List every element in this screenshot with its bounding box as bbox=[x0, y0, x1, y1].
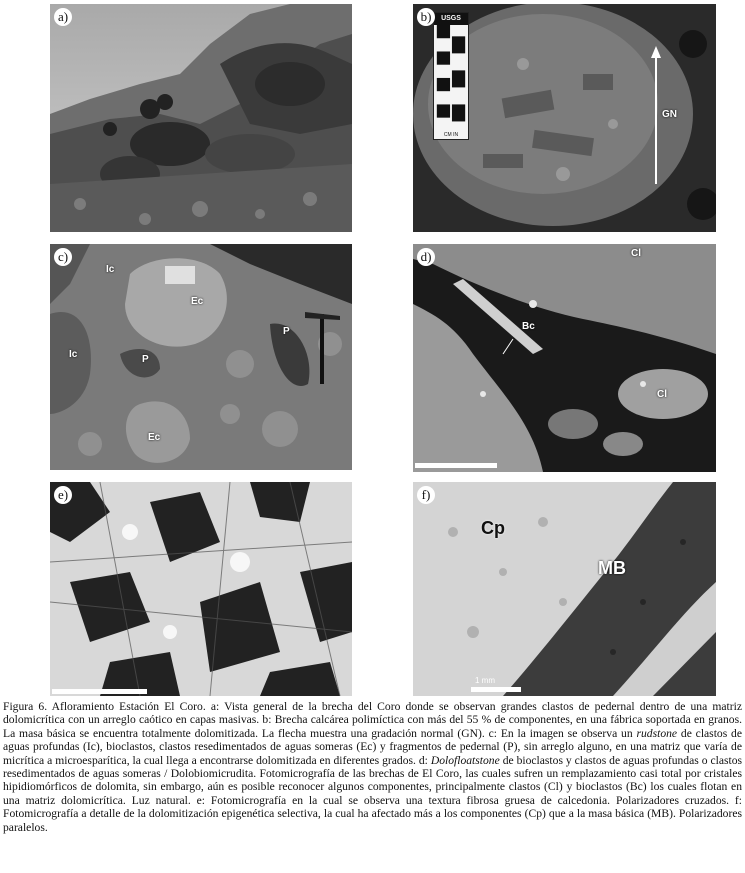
caption-term-rudstone: rudstone bbox=[636, 726, 678, 740]
panel-letter-c: c) bbox=[54, 248, 72, 266]
label-mb: MB bbox=[598, 558, 626, 578]
label-gn: GN bbox=[662, 109, 677, 120]
photo-a-outcrop bbox=[50, 4, 352, 232]
caption-term-dolofloatstone: Dolofloatstone bbox=[430, 753, 500, 767]
label-p-1: P bbox=[142, 354, 149, 365]
figure-caption bbox=[3, 700, 742, 834]
dolomitization-micrograph bbox=[413, 482, 716, 696]
caption-part-1: Figura 6. Afloramiento Estación El Coro. a: Vista general de la brecha del Coro donde se observan grandes clastos de pedernal dentro de una matriz dolomicrítica con un arreglo caótico en capas masivas. b: Brecha calcárea polimíctica con más del 55 % de componentes, en una fábrica soportada en granos. La masa básica se encuentra totalmente dolomitizada. La flecha muestra una gradación normal (GN). c: En la imagen se observa un bbox=[3, 700, 742, 740]
chalcedony-micrograph bbox=[50, 482, 352, 696]
panel-letter-d: d) bbox=[417, 248, 435, 266]
label-bc: Bc bbox=[522, 321, 535, 332]
scale-ruler bbox=[434, 25, 468, 129]
caption-part-3: de bioclastos y clastos de aguas profundas o clastos resedimentados de aguas someras / Dolobiomicrudita. Fotomicrografía de las brechas de El Coro, las cuales sufren un remplazamiento casi total por cristales hipidiomórficos de dolomita, sin embargo, aún es posible reconocer algunos componentes, principalmente clastos (Cl) y bioclastos (Bc) los cuales flotan en una matriz dolomicrítica. Luz natural. e: Fotomicrografía en la cual se observa una textura fibrosa gruesa de calcedonia. Polarizadores cruzados. f: Fotomicrografía a detalle de la dolomitización epigenética selectiva, la cual ha afectado más a los componentes (Cp) que a la masa básica (MB). Polarizadores paralelos. bbox=[3, 753, 743, 834]
rudstone-photo bbox=[50, 244, 352, 470]
scale-label-f: 1 mm bbox=[475, 676, 495, 685]
outcrop-photo bbox=[50, 4, 352, 232]
label-cp: Cp bbox=[481, 518, 505, 538]
scale-bar-f bbox=[471, 687, 521, 692]
scale-bar-e bbox=[52, 689, 147, 694]
photomicrograph-d-dolofloatstone bbox=[413, 244, 716, 472]
label-ic-2: Ic bbox=[69, 349, 78, 360]
panel-letter-f: f) bbox=[417, 486, 435, 504]
scale-card-units: CM IN bbox=[443, 132, 459, 138]
panel-letter-e: e) bbox=[54, 486, 72, 504]
label-ec-1: Ec bbox=[191, 296, 204, 307]
label-p-2: P bbox=[283, 326, 290, 337]
label-ic-1: Ic bbox=[106, 264, 115, 275]
photo-c-rudstone bbox=[50, 244, 352, 470]
label-cl-1: Cl bbox=[631, 248, 641, 259]
caption-part-2: de clastos de aguas profundas (Ic), bioclastos, clastos resedimentados de aguas someras (Ec) y fragmentos de pedernal (P), sin arreglo alguno, en una matriz que varía de micrítica a microesparítica, la cual llega a encontrarse dolomitizada en diferentes grados. d: bbox=[3, 726, 742, 767]
scale-card bbox=[433, 12, 469, 140]
scale-bar-d bbox=[415, 463, 497, 468]
scale-card-title: USGS bbox=[434, 13, 468, 25]
dolofloatstone-micrograph bbox=[413, 244, 716, 472]
photomicrograph-e-chalcedony bbox=[50, 482, 352, 696]
panel-letter-b: b) bbox=[417, 8, 435, 26]
photo-b-breccia-hand-sample bbox=[413, 4, 716, 232]
photomicrograph-f-dolomitization bbox=[413, 482, 716, 696]
label-ec-2: Ec bbox=[148, 432, 161, 443]
label-cl-2: Cl bbox=[657, 389, 667, 400]
panel-letter-a: a) bbox=[54, 8, 72, 26]
